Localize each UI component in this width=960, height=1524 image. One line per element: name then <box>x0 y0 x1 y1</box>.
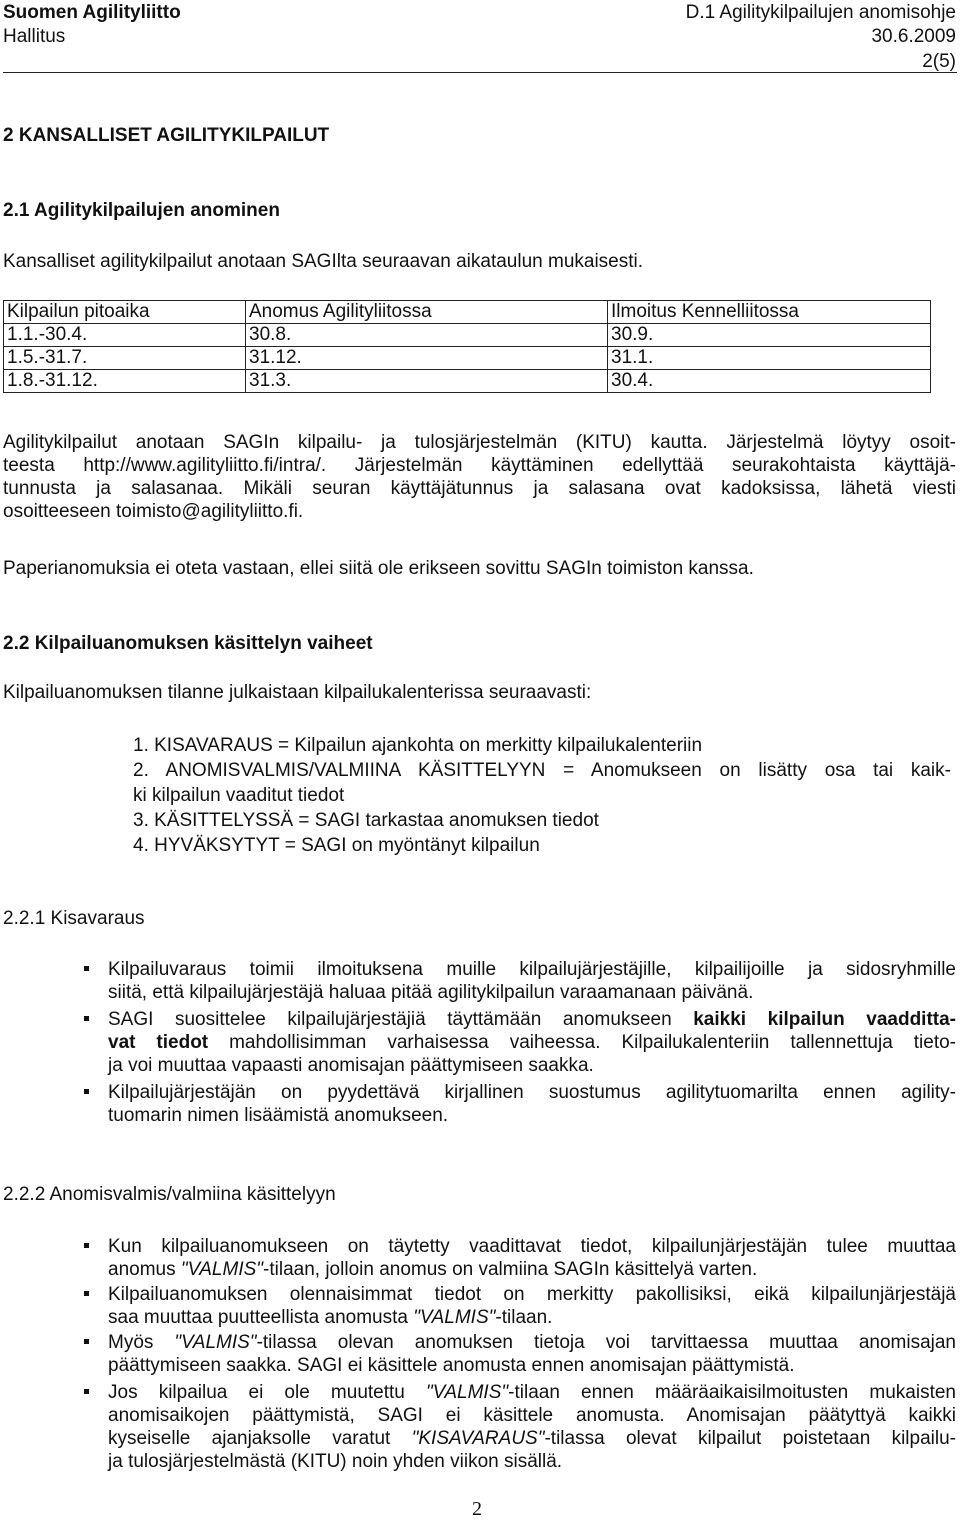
header-page-of: 2(5) <box>922 51 956 72</box>
schedule-table <box>3 300 931 393</box>
table-row <box>4 347 931 370</box>
status-steps-list <box>133 733 951 858</box>
bullet-icon <box>84 966 89 971</box>
bullet-icon <box>84 1016 89 1021</box>
table-cell: 1.1.-30.4. <box>4 324 246 347</box>
table-row <box>4 324 931 347</box>
list-item: 2. ANOMISVALMIS/VALMIINA KÄSITTELYYN = Anomukseen on lisätty osa tai kaik- <box>133 760 951 781</box>
header-rule <box>3 72 957 73</box>
list-item-line: tuomarin nimen lisäämistä anomukseen. <box>108 1105 449 1126</box>
section-2-title: 2 KANSALLISET AGILITYKILPAILUT <box>3 125 330 146</box>
section-2-1-intro: Kansalliset agilitykilpailut anotaan SAGIlta seuraavan aikataulun mukaisesti. <box>3 251 644 272</box>
paragraph-line: tunnusta ja salasanaa. Mikäli seuran käyttäjätunnus ja salasana ovat kadoksissa, lähetä viesti <box>3 478 956 499</box>
footer-page-number: 2 <box>472 1498 482 1520</box>
bullet-icon <box>84 1389 89 1394</box>
kitu-paragraph <box>3 431 956 523</box>
paragraph-line: osoitteeseen toimisto@agilityliitto.fi. <box>3 501 304 522</box>
list-item-line: Kilpailujärjestäjän on pyydettävä kirjallinen suostumus agilitytuomarilta ennen agility- <box>108 1082 956 1103</box>
list-item-line: anomisaikojen päättymistä, SAGI ei käsittele anomusta. Anomisajan päätyttyä kaikki <box>108 1405 956 1426</box>
list-item-line: Myös "VALMIS"-tilassa olevan anomuksen tietoja voi tarvittaessa muuttaa anomisajan <box>108 1332 956 1353</box>
list-item: 3. KÄSITTELYSSÄ = SAGI tarkastaa anomuksen tiedot <box>133 810 599 831</box>
list-item-line: saa muuttaa puutteellista anomusta "VALMIS"-tilaan. <box>108 1307 553 1328</box>
list-item-line: SAGI suosittelee kilpailujärjestäjiä täyttämään anomukseen kaikki kilpailun vaadditta- <box>108 1009 956 1030</box>
list-item-line: anomus "VALMIS"-tilaan, jolloin anomus on valmiina SAGIn käsittelyä varten. <box>108 1259 758 1280</box>
table-header-cell: Ilmoitus Kennelliitossa <box>608 301 931 324</box>
table-cell: 30.4. <box>608 370 931 393</box>
table-header-cell: Kilpailun pitoaika <box>4 301 246 324</box>
bullet-icon <box>84 1339 89 1344</box>
table-cell: 31.12. <box>246 347 608 370</box>
header-doc-title: D.1 Agilitykilpailujen anomisohje <box>685 2 956 23</box>
table-cell: 31.3. <box>246 370 608 393</box>
table-cell: 1.5.-31.7. <box>4 347 246 370</box>
paragraph-line: teesta http://www.agilityliitto.fi/intra/. Järjestelmän käyttäminen edellyttää seurakohtaista käyttäjä- <box>3 455 956 476</box>
list-item-line: Jos kilpailua ei ole muutettu "VALMIS"-tilaan ennen määräaikaisilmoitusten mukaisten <box>108 1382 956 1403</box>
section-2-2-1-title: 2.2.1 Kisavaraus <box>3 908 145 929</box>
section-2-1-title: 2.1 Agilitykilpailujen anominen <box>3 200 280 221</box>
paragraph-line: Agilitykilpailut anotaan SAGIn kilpailu- ja tulosjärjestelmän (KITU) kautta. Järjestelmä löytyy osoit- <box>3 432 956 453</box>
list-item-line: Kilpailuanomuksen olennaisimmat tiedot on merkitty pakollisiksi, eikä kilpailunjärjestäjä <box>108 1284 956 1305</box>
list-item-line: ja voi muuttaa vapaasti anomisajan päättymiseen saakka. <box>108 1055 594 1076</box>
bullet-icon <box>84 1089 89 1094</box>
list-item-line: Kilpailuvaraus toimii ilmoituksena muille kilpailujärjestäjille, kilpailijoille ja sidosryhmille <box>108 959 956 980</box>
list-item-line: kyseiselle ajanjaksolle varatut "KISAVARAUS"-tilassa olevat kilpailut poistetaan kilpailu- <box>108 1428 956 1449</box>
section-2-2-title: 2.2 Kilpailuanomuksen käsittelyn vaiheet <box>3 633 373 654</box>
table-cell: 30.8. <box>246 324 608 347</box>
table-cell: 1.8.-31.12. <box>4 370 246 393</box>
paper-applications-note: Paperianomuksia ei oteta vastaan, ellei siitä ole erikseen sovittu SAGIn toimiston kanssa. <box>3 558 754 579</box>
list-item-line: vat tiedot mahdollisimman varhaisessa vaiheessa. Kilpailukalenteriin tallennettuja tieto- <box>108 1032 956 1053</box>
bullet-icon <box>84 1243 89 1248</box>
table-cell: 31.1. <box>608 347 931 370</box>
list-item-line: päättymiseen saakka. SAGI ei käsittele anomusta ennen anomisajan päättymistä. <box>108 1355 795 1376</box>
list-item: ki kilpailun vaaditut tiedot <box>133 785 345 806</box>
table-row <box>4 370 931 393</box>
header-date: 30.6.2009 <box>871 26 956 47</box>
list-item-line: ja tulosjärjestelmästä (KITU) noin yhden viikon sisällä. <box>108 1451 563 1472</box>
list-item: 4. HYVÄKSYTYT = SAGI on myöntänyt kilpailun <box>133 835 540 856</box>
list-item-line: Kun kilpailuanomukseen on täytetty vaadittavat tiedot, kilpailunjärjestäjän tulee muuttaa <box>108 1236 956 1257</box>
header-org: Suomen Agilityliitto <box>3 2 181 23</box>
bullet-icon <box>84 1291 89 1296</box>
list-item: 1. KISAVARAUS = Kilpailun ajankohta on merkitty kilpailukalenteriin <box>133 735 703 756</box>
table-header-cell: Anomus Agilityliitossa <box>246 301 608 324</box>
list-item-line: siitä, että kilpailujärjestäjä haluaa pitää agilitykilpailun varaamanaan päivänä. <box>108 982 754 1003</box>
section-2-2-2-title: 2.2.2 Anomisvalmis/valmiina käsittelyyn <box>3 1184 336 1205</box>
table-header-row <box>4 301 931 324</box>
table-cell: 30.9. <box>608 324 931 347</box>
header-unit: Hallitus <box>3 26 66 47</box>
section-2-2-intro: Kilpailuanomuksen tilanne julkaistaan kilpailukalenterissa seuraavasti: <box>3 682 592 703</box>
